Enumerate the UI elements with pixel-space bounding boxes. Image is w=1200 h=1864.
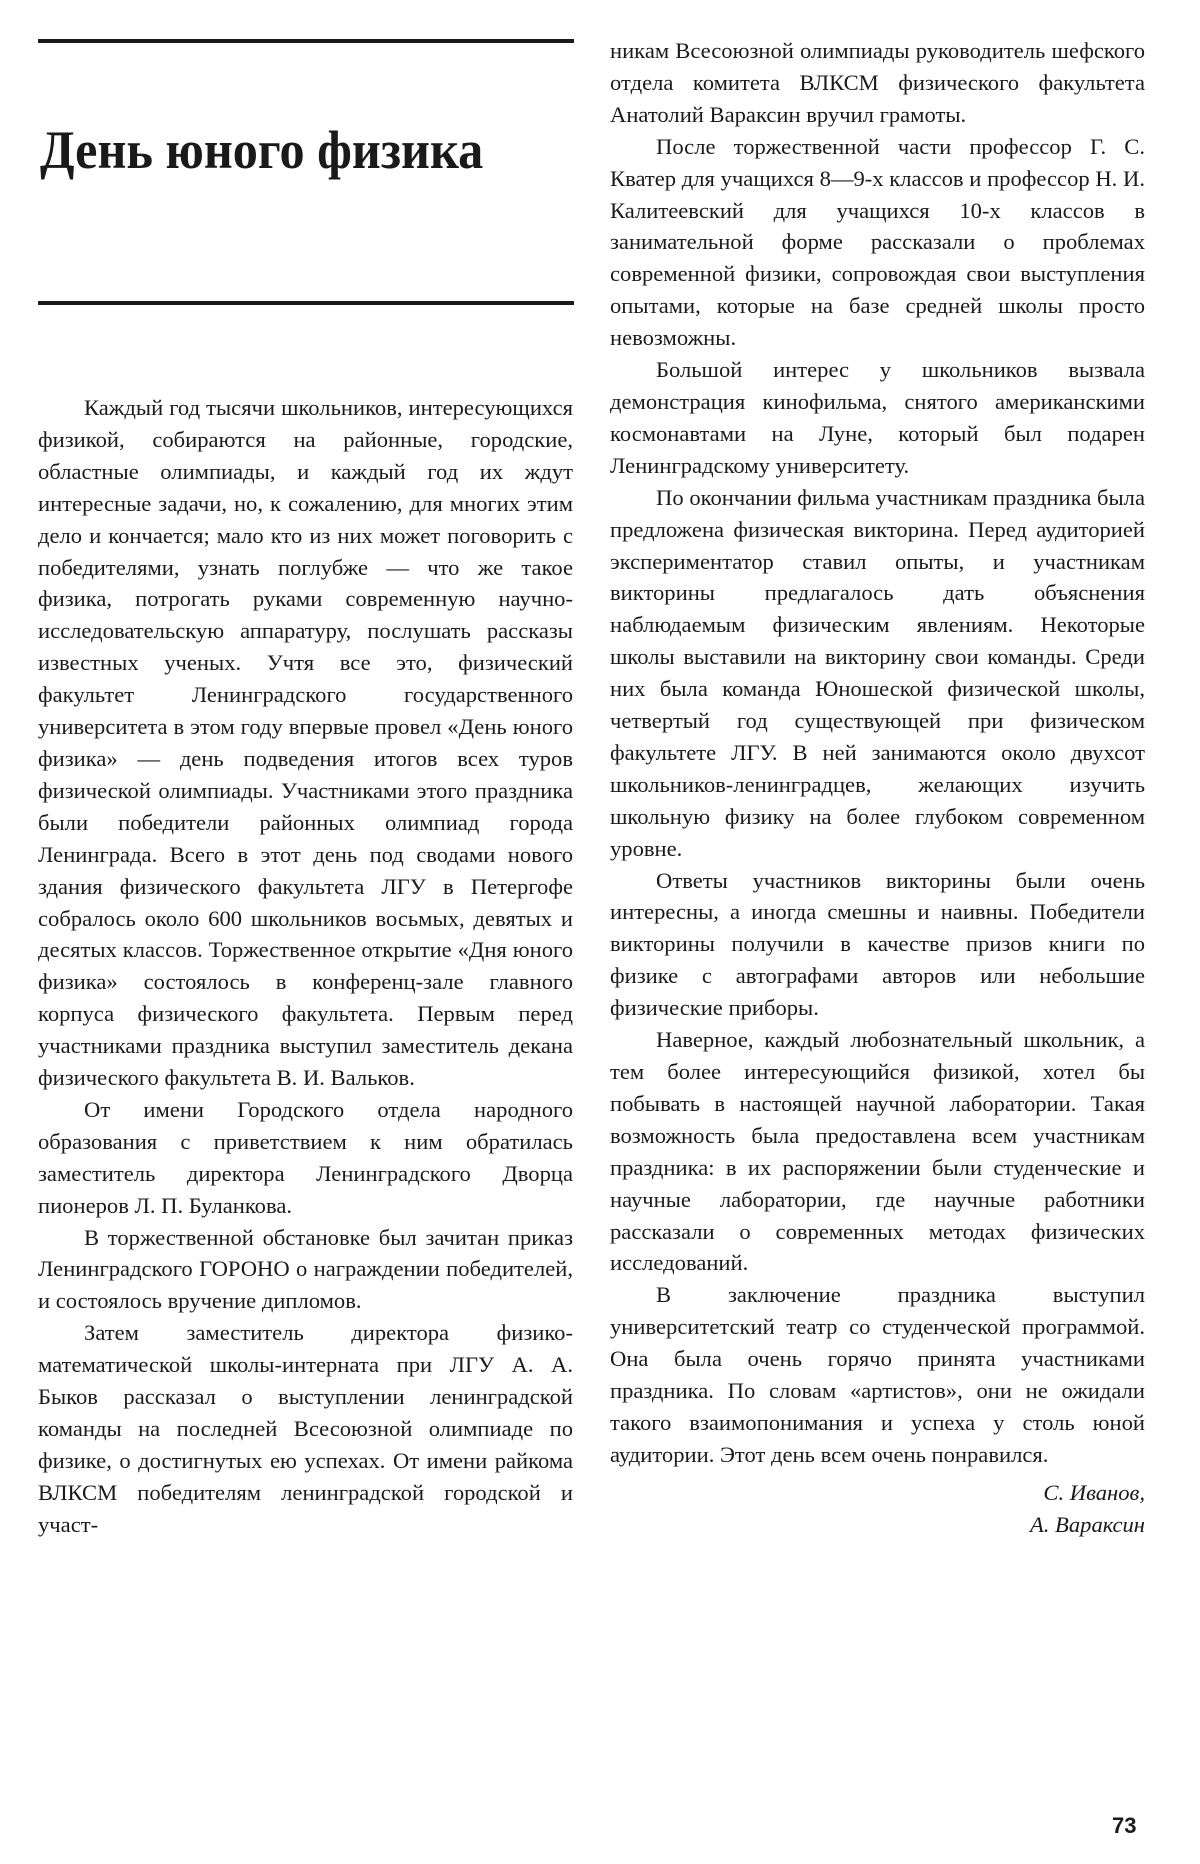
paragraph: Ответы участников викторины были очень интересны, а иногда смешны и наивны. Победители викторины получили в качестве призов книги по физике с автографами авторов или небольшие физические приборы. (610, 867, 1145, 1021)
paragraph: В заключение праздника выступил университетский театр со студенческой программой. Она была очень горячо принята участниками праздника. По словам «артистов», они не ожидали такого взаимопонимания и успеха у столь юной аудитории. Этот день всем очень понравился. (610, 1282, 1145, 1467)
top-rule (38, 39, 574, 43)
paragraph: После торжественной части профессор Г. С. Кватер для учащихся 8—9-х классов и профессор Н. И. Калитеевский для учащихся 10-х классов в занимательной форме рассказали о проблемах современной физики, сопровождая свои выступления опытами, которые на базе средней школы просто невозможны. (610, 133, 1145, 351)
paragraph: Затем заместитель директора физико-математической школы-интерната при ЛГУ А. А. Быков рассказал о выступлении ленинградской команды на последней Всесоюзной олимпиаде по физике, о достигнутых ею успехах. От имени райкома ВЛКСМ победителям ленинградской городской и участ- (38, 1320, 573, 1537)
paragraph: От имени Городского отдела народного образования с приветствием к ним обратилась заместитель директора Ленинградского Дворца пионеров Л. П. Буланкова. (38, 1096, 573, 1218)
paragraph-continuation: никам Всесоюзной олимпиады руководитель шефского отдела комитета ВЛКСМ физического факультета Анатолий Вараксин вручил грамоты. (610, 38, 1145, 127)
article-title: День юного физика (40, 120, 484, 180)
paragraph: Каждый год тысячи школьников, интересующихся физикой, собираются на районные, городские, областные олимпиады, и каждый год их ждут интересные задачи, но, к сожалению, для многих этим дело и кончается; мало кто из них может поговорить с победителями, узнать поглубже — что же такое физика, потрогать руками современную научно-исследовательскую аппаратуру, послушать рассказы известных ученых. Учтя все это, физический факультет Ленинградского государственного университета в этом году впервые провел «День юного физика» — день подведения итогов всех туров физической олимпиады. Участниками этого праздника были победители районных олимпиад города Ленинграда. Всего в этот день под сводами нового здания физического факультета ЛГУ в Петергофе собралось около 600 школьников восьмых, девятых и десятых классов. Торжественное открытие «Дня юного физика» состоялось в конференц-зале главного корпуса физического факультета. Первым перед участниками праздника выступил заместитель декана физического факультета В. И. Вальков. (38, 395, 573, 1091)
bottom-rule (38, 301, 574, 305)
author-name: А. Вараксин (1029, 1511, 1145, 1537)
author-signature (610, 1477, 1145, 1541)
left-column (38, 392, 573, 1541)
page-number: 73 (1112, 1813, 1137, 1838)
right-column (610, 35, 1145, 1541)
paragraph: Наверное, каждый любознательный школьник, а тем более интересующийся физикой, хотел бы побывать в настоящей научной лаборатории. Такая возможность была предоставлена всем участникам праздника: в их распоряжении были студенческие и научные лаборатории, где научные работники рассказали о современных методах физических исследований. (610, 1027, 1145, 1276)
paragraph: В торжественной обстановке был зачитан приказ Ленинградского ГОРОНО о награждении победителей, и состоялось вручение дипломов. (38, 1224, 573, 1314)
paragraph: По окончании фильма участникам праздника была предложена физическая викторина. Перед аудиторией экспериментатор ставил опыты, и участникам викторины предлагалось дать объяснения наблюдаемым физическим явлениям. Некоторые школы выставили на викторину свои команды. Среди них была команда Юношеской физической школы, четвертый год существующей при физическом факультете ЛГУ. В ней занимаются около двухсот школьников-ленинградцев, желающих изучить школьную физику на более глубоком современном уровне. (610, 484, 1145, 861)
author-name: С. Иванов, (1043, 1479, 1145, 1505)
paragraph: Большой интерес у школьников вызвала демонстрация кинофильма, снятого американскими космонавтами на Луне, который был подарен Ленинградскому университету. (610, 357, 1145, 478)
